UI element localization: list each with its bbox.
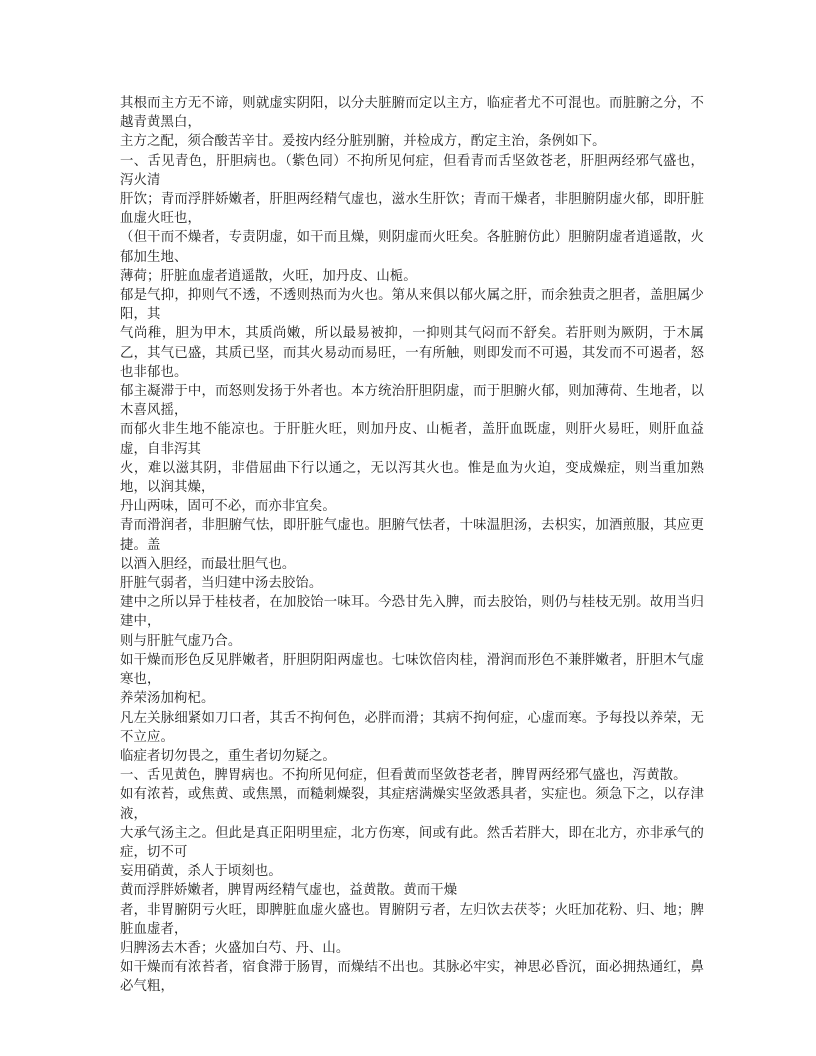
paragraph: 大承气汤主之。但此是真正阳明里症，北方伤寒，间或有此。然舌若胖大，即在北方，亦非承气的症，切不可 <box>120 825 704 860</box>
paragraph: 如有浓苔，或焦黄、或焦黑，而糙刺燥裂，其症痞满燥实坚敛悉具者，实症也。须急下之，以存津液， <box>120 787 704 822</box>
paragraph: 如干燥而形色反见胖嫩者，肝胆阴阳两虚也。七味饮倍肉桂，滑润而形色不兼胖嫩者，肝胆木气虚寒也， <box>120 652 704 688</box>
paragraph: 肝饮；青而浮胖娇嫩者，肝胆两经精气虚也，滋水生肝饮；青而干燥者，非胆腑阴虚火郁，即肝脏血虚火旺也， <box>120 192 704 227</box>
paragraph: 郁主凝滞于中，而怒则发扬于外者也。本方统治肝胆阴虚，而于胆腑火郁，则加薄荷、生地者，以木喜风摇， <box>120 384 704 419</box>
paragraph: 其根而主方无不谛，则就虚实阴阳，以分夫脏腑而定以主方，临症者尤不可混也。而脏腑之分，不越青黄黑白， <box>120 96 704 131</box>
paragraph: 如干燥而有浓苔者，宿食滞于肠胃，而燥结不出也。其脉必牢实，神思必昏沉，面必拥热通红，鼻必气粗， <box>120 960 704 995</box>
paragraph: 养荣汤加枸杞。 <box>120 691 215 707</box>
paragraph: 则与肝脏气虚乃合。 <box>120 633 242 649</box>
paragraph: 归脾汤去木香；火盛加白芍、丹、山。 <box>120 940 350 956</box>
paragraph: 黄而浮胖娇嫩者，脾胃两经精气虚也，益黄散。黄而干燥 <box>120 883 458 899</box>
paragraph: 郁是气抑，抑则气不透，不透则热而为火也。第从来俱以郁火属之肝，而余独责之胆者，盖胆属少阳，其 <box>120 288 704 323</box>
paragraph: 火，难以滋其阴，非借屈曲下行以通之，无以泻其火也。惟是血为火迫，变成燥症，则当重加熟地，以润其燥， <box>120 460 704 496</box>
paragraph: 丹山两味，固可不必，而亦非宜矣。 <box>120 499 336 515</box>
paragraph: 一、舌见黄色，脾胃病也。不拘所见何症，但看黄而坚敛苍老者，脾胃两经邪气盛也，泻黄散。 <box>120 768 687 784</box>
paragraph: 而郁火非生地不能凉也。于肝脏火旺，则加丹皮、山栀者，盖肝血既虚，则肝火易旺，则肝血益虚，自非泻其 <box>120 422 704 457</box>
paragraph: 气尚稚，胆为甲木，其质尚嫩，所以最易被抑，一抑则其气闷而不舒矣。若肝则为厥阴，于木属乙，其气已盛，其质已坚，而其火易动而易旺，一有所触，则即发而不可遏，其发而不可遏者，怒也非郁也。 <box>120 326 704 380</box>
paragraph: 一、舌见青色，肝胆病也。（紫色同）不拘所见何症，但看青而舌坚敛苍老，肝胆两经邪气盛也，泻火清 <box>120 153 704 188</box>
paragraph: 凡左关脉细紧如刀口者，其舌不拘何色，必胖而滑；其病不拘何症，心虚而寒。予每投以养荣，无不立应。 <box>120 710 704 745</box>
document-page <box>120 94 704 997</box>
paragraph: 青而滑润者，非胆腑气怯，即肝脏气虚也。胆腑气怯者，十味温胆汤，去枳实，加酒煎服，其应更捷。盖 <box>120 518 704 553</box>
paragraph: 以酒入胆经，而最壮胆气也。 <box>120 556 296 572</box>
paragraph: 薄荷；肝脏血虚者逍遥散，火旺，加丹皮、山栀。 <box>120 268 417 284</box>
paragraph: 妄用硝黄，杀人于顷刻也。 <box>120 864 282 880</box>
paragraph: 主方之配，须合酸苦辛甘。爰按内经分脏别腑，并检成方，酌定主治，条例如下。 <box>120 134 606 150</box>
paragraph: 建中之所以异于桂枝者，在加胶饴一味耳。今恐甘先入脾，而去胶饴，则仍与桂枝无别。故用当归建中， <box>120 595 704 630</box>
paragraph: 者，非胃腑阴亏火旺，即脾脏血虚火盛也。胃腑阴亏者，左归饮去茯苓；火旺加花粉、归、地；脾脏血虚者， <box>120 902 704 937</box>
paragraph: 肝脏气弱者，当归建中汤去胶饴。 <box>120 576 323 592</box>
paragraph: （但干而不燥者，专责阴虚，如干而且燥，则阴虚而火旺矣。各脏腑仿此）胆腑阴虚者逍遥散，火郁加生地、 <box>120 230 704 265</box>
paragraph: 临症者切勿畏之，重生者切勿疑之。 <box>120 748 336 764</box>
